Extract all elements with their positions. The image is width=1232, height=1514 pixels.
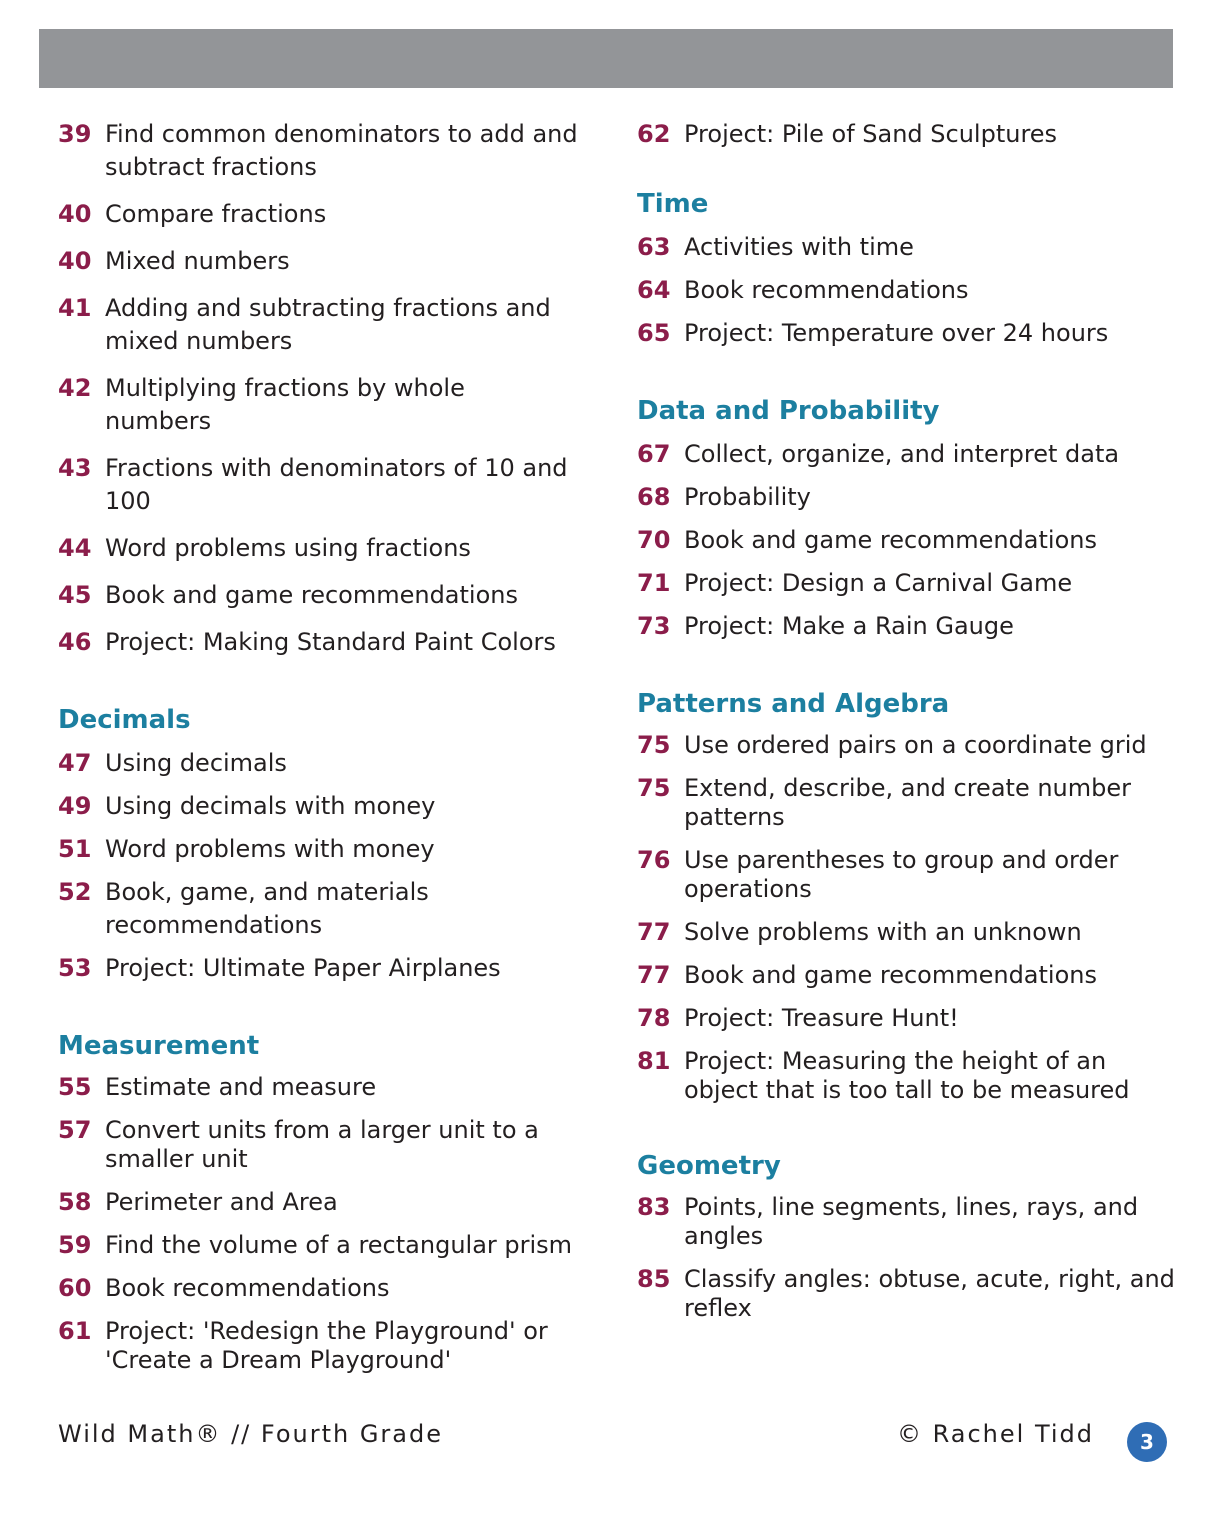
toc-entry-title: Probability	[684, 483, 811, 511]
section-heading: Time	[637, 189, 709, 219]
toc-entry-title: Word problems using fractions	[105, 534, 471, 562]
section-heading: Patterns and Algebra	[637, 689, 950, 719]
toc-page-number: 65	[637, 319, 671, 347]
toc-page-number: 73	[637, 612, 671, 640]
toc-entry-title: Project: Pile of Sand Sculptures	[684, 120, 1058, 148]
toc-entry-title: Book and game recommendations	[684, 526, 1097, 554]
toc-entry[interactable]	[637, 1265, 1177, 1323]
toc-page-number: 81	[637, 1047, 671, 1075]
toc-entry-title: Find the volume of a rectangular prism	[105, 1231, 573, 1259]
toc-entry[interactable]	[58, 790, 578, 823]
toc-right-column	[637, 118, 1177, 1337]
toc-page-number: 83	[637, 1193, 671, 1221]
toc-entry-title: Use ordered pairs on a coordinate grid	[684, 731, 1147, 759]
toc-left-column	[58, 118, 578, 1389]
toc-entry-title: Project: Design a Carnival Game	[684, 569, 1073, 597]
page-number-badge: 3	[1127, 1422, 1167, 1462]
toc-page-number: 43	[58, 454, 92, 482]
toc-entry-title: Find common denominators to add and subtract fractions	[105, 120, 578, 181]
toc-page-number: 68	[637, 483, 671, 511]
toc-entry-title: Points, line segments, lines, rays, and angles	[684, 1193, 1139, 1250]
toc-page-number: 44	[58, 534, 92, 562]
toc-page-number: 45	[58, 581, 92, 609]
section-heading: Decimals	[58, 705, 191, 735]
toc-section-time	[637, 187, 1177, 350]
toc-page-number: 57	[58, 1116, 92, 1144]
toc-page-number: 71	[637, 569, 671, 597]
toc-entry-title: Activities with time	[684, 233, 914, 261]
toc-entry-title: Mixed numbers	[105, 247, 290, 275]
toc-entry[interactable]	[58, 532, 578, 565]
toc-entry[interactable]	[637, 918, 1177, 947]
toc-entry[interactable]	[58, 876, 578, 942]
toc-entry-title: Compare fractions	[105, 200, 327, 228]
toc-page-number: 52	[58, 878, 92, 906]
toc-page-number: 41	[58, 294, 92, 322]
toc-entry-title: Project: Temperature over 24 hours	[684, 319, 1109, 347]
toc-entry-title: Multiplying fractions by whole numbers	[105, 374, 465, 435]
toc-page-number: 40	[58, 247, 92, 275]
toc-entry[interactable]	[58, 579, 578, 612]
toc-entry-title: Book, game, and materials recommendations	[105, 878, 429, 939]
toc-page-number: 75	[637, 731, 671, 759]
toc-entry-title: Using decimals with money	[105, 792, 436, 820]
toc-page-number: 51	[58, 835, 92, 863]
toc-entry[interactable]	[58, 198, 578, 231]
toc-entry-title: Book and game recommendations	[684, 961, 1097, 989]
toc-entry[interactable]	[637, 274, 1177, 307]
toc-entry-title: Word problems with money	[105, 835, 435, 863]
toc-section-decimals	[58, 703, 578, 985]
toc-entry[interactable]	[58, 372, 578, 438]
toc-page-number: 67	[637, 440, 671, 468]
toc-entry[interactable]	[58, 1073, 578, 1102]
footer-copyright: © Rachel Tidd	[897, 1420, 1095, 1448]
toc-page-number: 85	[637, 1265, 671, 1293]
toc-entry[interactable]	[637, 1193, 1177, 1251]
toc-page-number: 63	[637, 233, 671, 261]
toc-entry[interactable]	[58, 1188, 578, 1217]
toc-entry-title: Project: 'Redesign the Playground' or 'Create a Dream Playground'	[105, 1317, 548, 1374]
toc-page-number: 55	[58, 1073, 92, 1101]
toc-page-number: 39	[58, 120, 92, 148]
header-bar	[39, 29, 1173, 88]
toc-page-number: 70	[637, 526, 671, 554]
toc-entry-title: Adding and subtracting fractions and mixed numbers	[105, 294, 551, 355]
toc-entry[interactable]	[637, 481, 1177, 514]
toc-entry[interactable]	[58, 452, 578, 518]
toc-page-number: 76	[637, 846, 671, 874]
toc-page-number: 78	[637, 1004, 671, 1032]
toc-page-number: 75	[637, 774, 671, 802]
toc-entry[interactable]	[58, 245, 578, 278]
toc-entry[interactable]	[637, 231, 1177, 264]
toc-entry[interactable]	[58, 626, 578, 659]
toc-entry[interactable]	[637, 1047, 1177, 1105]
toc-section-measurement	[58, 1029, 578, 1375]
toc-page-number: 77	[637, 918, 671, 946]
toc-entry[interactable]	[637, 846, 1177, 904]
toc-entry[interactable]	[637, 118, 1177, 151]
section-heading: Data and Probability	[637, 396, 940, 426]
toc-entry[interactable]	[58, 1317, 578, 1375]
toc-page-number: 60	[58, 1274, 92, 1302]
toc-page-number: 62	[637, 120, 671, 148]
footer-book-title: Wild Math® // Fourth Grade	[58, 1420, 443, 1448]
toc-entry[interactable]	[58, 833, 578, 866]
toc-entry-title: Use parentheses to group and order operations	[684, 846, 1119, 903]
toc-entry[interactable]	[58, 1116, 578, 1174]
toc-entry[interactable]	[637, 1004, 1177, 1033]
toc-entry[interactable]	[58, 1274, 578, 1303]
toc-entry-title: Extend, describe, and create number patterns	[684, 774, 1131, 831]
toc-entry-title: Book and game recommendations	[105, 581, 518, 609]
toc-entry-title: Collect, organize, and interpret data	[684, 440, 1120, 468]
toc-entry-title: Estimate and measure	[105, 1073, 377, 1101]
toc-entry[interactable]	[637, 524, 1177, 557]
toc-entry-title: Project: Treasure Hunt!	[684, 1004, 959, 1032]
toc-group-fractions	[58, 118, 578, 659]
toc-entry-title: Book recommendations	[105, 1274, 390, 1302]
toc-page-number: 64	[637, 276, 671, 304]
toc-section-geometry	[637, 1149, 1177, 1323]
toc-page-number: 53	[58, 954, 92, 982]
toc-entry[interactable]	[637, 961, 1177, 990]
toc-entry-title: Fractions with denominators of 10 and 100	[105, 454, 568, 515]
toc-entry[interactable]	[58, 1231, 578, 1260]
toc-entry-title: Solve problems with an unknown	[684, 918, 1082, 946]
toc-page-number: 46	[58, 628, 92, 656]
toc-entry-title: Using decimals	[105, 749, 287, 777]
toc-page-number: 59	[58, 1231, 92, 1259]
section-heading: Geometry	[637, 1151, 781, 1181]
toc-page-number: 58	[58, 1188, 92, 1216]
section-heading: Measurement	[58, 1031, 260, 1061]
toc-entry-title: Convert units from a larger unit to a smaller unit	[105, 1116, 539, 1173]
toc-entry[interactable]	[58, 952, 578, 985]
toc-page-number: 47	[58, 749, 92, 777]
toc-page-number: 61	[58, 1317, 92, 1345]
toc-entry-title: Book recommendations	[684, 276, 969, 304]
toc-entry-title: Classify angles: obtuse, acute, right, and reflex	[684, 1265, 1175, 1322]
toc-entry[interactable]	[58, 118, 578, 184]
toc-entry[interactable]	[637, 317, 1177, 350]
toc-page-number: 49	[58, 792, 92, 820]
toc-entry-title: Project: Measuring the height of an object that is too tall to be measured	[684, 1047, 1130, 1104]
toc-entry[interactable]	[637, 774, 1177, 832]
toc-entry-title: Project: Make a Rain Gauge	[684, 612, 1014, 640]
toc-page-number: 40	[58, 200, 92, 228]
toc-page-number: 77	[637, 961, 671, 989]
toc-entry[interactable]	[637, 438, 1177, 471]
toc-entry[interactable]	[58, 292, 578, 358]
toc-entry-title: Perimeter and Area	[105, 1188, 338, 1216]
toc-entry-title: Project: Ultimate Paper Airplanes	[105, 954, 501, 982]
toc-entry[interactable]	[637, 610, 1177, 643]
toc-section-patterns-algebra	[637, 687, 1177, 1105]
toc-entry[interactable]	[637, 731, 1177, 760]
toc-entry[interactable]	[637, 567, 1177, 600]
toc-section-data-probability	[637, 394, 1177, 643]
toc-page-number: 42	[58, 374, 92, 402]
toc-entry[interactable]	[58, 747, 578, 780]
toc-entry-title: Project: Making Standard Paint Colors	[105, 628, 556, 656]
toc-group-measurement-continued	[637, 118, 1177, 151]
